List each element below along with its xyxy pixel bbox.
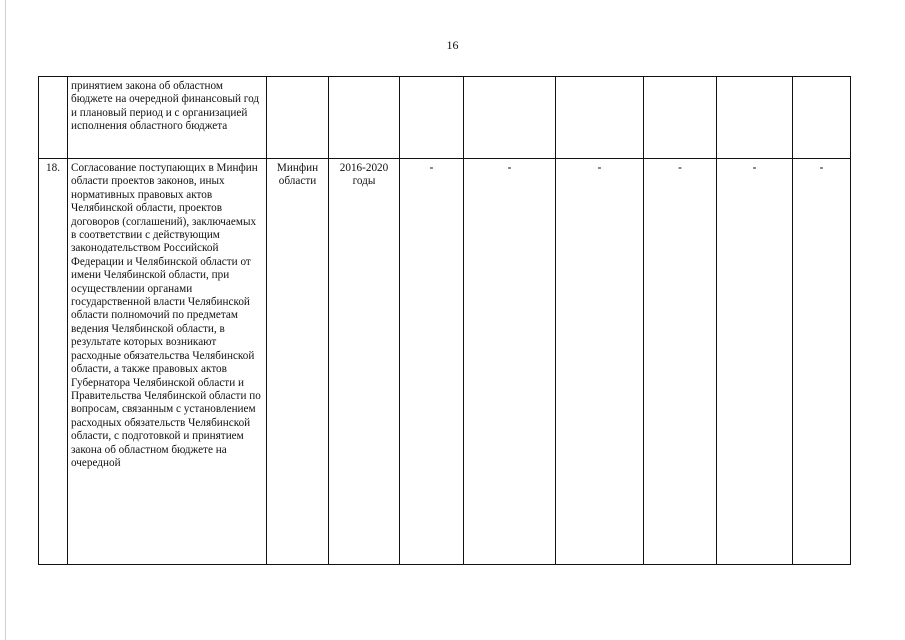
row-description: Согласование поступающих в Минфин области проектов законов, иных нормативных правовых актов Челябинской области, проектов договоров (соглашений), заключаемых в соответствии с действующим законодательством Российской Федерации и Челябинской области от имени Челябинской области, при осуществлении органами государственной власти Челябинской области полномочий по предметам ведения Челябинской области, в результате которых возникают расходные обязательства Челябинской области, а также правовых актов Губернатора Челябинской области и Правительства Челябинской области по вопросам, связанным с установлением расходных обязательств Челябинской области, с подготовкой и принятием закона об областном бюджете на очередной — [68, 159, 267, 565]
value-cell: - — [717, 159, 793, 565]
program-table — [38, 76, 851, 565]
value-cell: - — [556, 159, 644, 565]
page-edge-line — [5, 0, 6, 640]
value-cell — [717, 77, 793, 159]
value-cell: - — [464, 159, 556, 565]
table-row-continued — [39, 77, 851, 159]
row-number: 18. — [39, 159, 68, 565]
table-row-18 — [39, 159, 851, 565]
value-cell — [556, 77, 644, 159]
executor: Минфин области — [267, 159, 329, 565]
period-cell — [329, 77, 400, 159]
period: 2016-2020 годы — [329, 159, 400, 565]
value-cell: - — [644, 159, 717, 565]
executor-cell — [267, 77, 329, 159]
value-cell: - — [793, 159, 851, 565]
row-description: принятием закона об областном бюджете на очередной финансовый год и плановый период и с организацией исполнения областного бюджета — [68, 77, 267, 159]
value-cell — [400, 77, 464, 159]
value-cell — [793, 77, 851, 159]
page-number: 16 — [446, 38, 459, 52]
value-cell — [464, 77, 556, 159]
value-cell: - — [400, 159, 464, 565]
value-cell — [644, 77, 717, 159]
row-number-cell — [39, 77, 68, 159]
